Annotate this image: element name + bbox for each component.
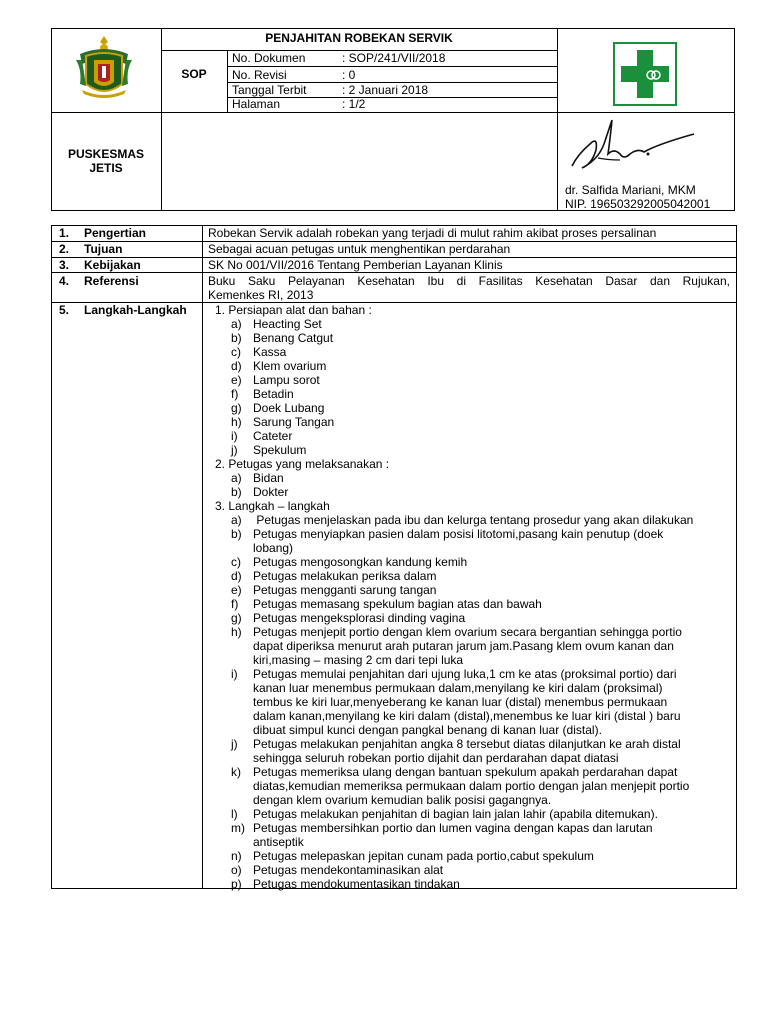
list-item-text: Lampu sorot	[253, 373, 320, 387]
puskesmas-cross-logo	[613, 42, 677, 106]
header-divider	[227, 50, 228, 112]
list-item-text: diatas,kemudian memeriksa permukaan dalam portio dengan jalan menjepit portio	[253, 779, 690, 793]
list-item	[231, 625, 682, 639]
list-item-text: lobang)	[253, 541, 294, 555]
list-item-text: Benang Catgut	[253, 331, 334, 345]
list-marker: g)	[231, 401, 242, 415]
list-item	[231, 527, 663, 541]
list-item-text: Petugas melakukan penjahitan di bagian lain jalan lahir (apabila ditemukan).	[253, 807, 658, 821]
step-heading-preparation: 1. Persiapan alat dan bahan :	[215, 303, 372, 317]
list-item	[231, 345, 286, 359]
row-number: 5.	[59, 303, 70, 317]
list-item	[231, 835, 304, 849]
list-marker: e)	[231, 583, 242, 597]
list-item	[231, 667, 677, 681]
list-item-text: Petugas mengeksplorasi dinding vagina	[253, 611, 466, 625]
list-item	[231, 611, 465, 625]
list-item	[231, 513, 693, 527]
list-item-text: kanan luar menembus permukaan dalam,menyilang ke kiri dalam (proksimal)	[253, 681, 663, 695]
meta-value-issue-date: : 2 Januari 2018	[342, 83, 429, 97]
list-item	[231, 723, 602, 737]
list-marker: b)	[231, 331, 242, 345]
list-marker: f)	[231, 597, 239, 611]
list-item	[231, 681, 663, 695]
list-item-text: Petugas melakukan periksa dalam	[253, 569, 437, 583]
list-marker: p)	[231, 877, 242, 891]
row-number: 1.	[59, 226, 70, 240]
list-marker: i)	[231, 667, 238, 681]
list-marker: d)	[231, 359, 242, 373]
list-marker: a)	[231, 513, 242, 527]
meta-label-doc-no: No. Dokumen	[232, 51, 306, 65]
list-marker: i)	[231, 429, 238, 443]
row-label-objective: Tujuan	[84, 242, 123, 256]
list-item-text: kiri,masing – masing 2 cm dari tepi luka	[253, 653, 464, 667]
list-item	[231, 583, 436, 597]
list-item	[231, 793, 551, 807]
city-emblem-logo	[72, 34, 136, 102]
document-title: PENJAHITAN ROBEKAN SERVIK	[265, 31, 453, 45]
list-item	[231, 359, 326, 373]
list-item	[231, 765, 677, 779]
list-item-text: Petugas mendekontaminasikan alat	[253, 863, 444, 877]
list-item-text: Bidan	[253, 471, 284, 485]
list-item-text: Petugas memasang spekulum bagian atas dan bawah	[253, 597, 542, 611]
list-item	[231, 821, 653, 835]
list-item	[231, 373, 320, 387]
step-heading-procedure: 3. Langkah – langkah	[215, 499, 330, 513]
list-item-text: Petugas melepaskan jepitan cunam pada portio,cabut spekulum	[253, 849, 594, 863]
policy-text: SK No 001/VII/2016 Tentang Pemberian Layanan Klinis	[208, 258, 503, 272]
list-item	[231, 541, 293, 555]
list-item	[231, 639, 674, 653]
list-marker: j)	[231, 737, 238, 751]
list-marker: l)	[231, 807, 238, 821]
list-item-text: Petugas mendokumentasikan tindakan	[253, 877, 460, 891]
list-marker: k)	[231, 765, 241, 779]
list-item	[231, 471, 284, 485]
list-marker: e)	[231, 373, 242, 387]
sop-label: SOP	[181, 67, 207, 81]
row-label-steps: Langkah-Langkah	[84, 303, 187, 317]
list-item-text: Petugas memulai penjahitan dari ujung luka,1 cm ke atas (proksimal portio) dari	[253, 667, 677, 681]
list-marker: h)	[231, 625, 242, 639]
list-marker: n)	[231, 849, 242, 863]
list-item	[231, 387, 294, 401]
list-item-text: sehingga seluruh robekan portio dijahit dan perdarahan dapat diatasi	[253, 751, 619, 765]
list-item-text: Petugas memeriksa ulang dengan bantuan spekulum apakah perdarahan dapat	[253, 765, 678, 779]
row-label-definition: Pengertian	[84, 226, 147, 240]
list-item	[231, 443, 306, 457]
list-item-text: Petugas melakukan penjahitan angka 8 tersebut diatas dilanjutkan ke arah distal	[253, 737, 681, 751]
list-item-text: tembus ke kiri luar,menyeberang ke kanan luar (distal) menembus permukaan	[253, 695, 668, 709]
list-item	[231, 807, 658, 821]
meta-label-revision: No. Revisi	[232, 68, 287, 82]
list-marker: j)	[231, 443, 238, 457]
org-name-line2: JETIS	[89, 161, 123, 175]
list-marker: g)	[231, 611, 242, 625]
list-item-text: Spekulum	[253, 443, 307, 457]
list-marker: c)	[231, 555, 241, 569]
meta-value-revision: : 0	[342, 68, 356, 82]
list-item-text: dapat diperiksa menurut arah putaran jarum jam.Pasang klem ovum kanan dan	[253, 639, 674, 653]
list-marker: m)	[231, 821, 245, 835]
list-marker: b)	[231, 527, 242, 541]
list-item-text: Petugas membersihkan portio dan lumen vagina dengan kapas dan larutan	[253, 821, 653, 835]
list-item	[231, 877, 460, 891]
list-item	[231, 331, 333, 345]
list-item	[231, 695, 667, 709]
list-item	[231, 737, 681, 751]
header-divider	[51, 112, 735, 113]
list-item-text: Doek Lubang	[253, 401, 325, 415]
table-divider	[202, 225, 203, 889]
list-marker: a)	[231, 317, 242, 331]
definition-text: Robekan Servik adalah robekan yang terjadi di mulut rahim akibat proses persalinan	[208, 226, 657, 240]
meta-value-doc-no: : SOP/241/VII/2018	[342, 51, 446, 65]
list-item-text: Dokter	[253, 485, 289, 499]
list-item-text: dalam kanan,menyilang ke kiri dalam (distal),menembus ke luar kiri (distal ) baru	[253, 709, 681, 723]
list-item-text: Petugas menjepit portio dengan klem ovarium secara bergantian sehingga portio	[253, 625, 682, 639]
meta-label-issue-date: Tanggal Terbit	[232, 83, 307, 97]
list-item	[231, 709, 681, 723]
list-item	[231, 779, 689, 793]
list-item	[231, 415, 334, 429]
list-marker: f)	[231, 387, 239, 401]
list-item-text: Petugas menjelaskan pada ibu dan kelurga tentang prosedur yang akan dilakukan	[253, 513, 694, 527]
objective-text: Sebagai acuan petugas untuk menghentikan perdarahan	[208, 242, 511, 256]
list-item-text: Sarung Tangan	[253, 415, 335, 429]
list-item-text: Heacting Set	[253, 317, 322, 331]
list-item	[231, 555, 467, 569]
table-divider	[51, 272, 737, 273]
list-item	[231, 863, 443, 877]
list-item	[231, 751, 619, 765]
list-marker: o)	[231, 863, 242, 877]
row-label-reference: Referensi	[84, 274, 139, 288]
list-item-text: dengan klem ovarium kemudian balik posisi gagangnya.	[253, 793, 552, 807]
header-divider	[227, 66, 557, 67]
row-number: 4.	[59, 274, 70, 288]
list-item-text: Petugas mengganti sarung tangan	[253, 583, 437, 597]
list-item	[231, 401, 324, 415]
meta-label-page: Halaman	[232, 97, 281, 111]
list-item-text: Cateter	[253, 429, 293, 443]
list-item-text: Petugas mengosongkan kandung kemih	[253, 555, 468, 569]
list-item	[231, 569, 436, 583]
row-number: 2.	[59, 242, 70, 256]
list-item-text: Kassa	[253, 345, 287, 359]
reference-text: Kemenkes RI, 2013	[208, 288, 314, 302]
header-divider	[161, 28, 162, 211]
list-item-text: dibuat simpul kunci dengan pangkal benang di kanan luar (distal).	[253, 723, 602, 737]
handwritten-signature	[568, 114, 698, 178]
list-item	[231, 317, 322, 331]
list-marker: d)	[231, 569, 242, 583]
list-marker: c)	[231, 345, 241, 359]
step-heading-personnel: 2. Petugas yang melaksanakan :	[215, 457, 390, 471]
list-item	[231, 485, 288, 499]
list-item-text: antiseptik	[253, 835, 304, 849]
list-item-text: Petugas menyiapkan pasien dalam posisi litotomi,pasang kain penutup (doek	[253, 527, 664, 541]
list-item-text: Betadin	[253, 387, 294, 401]
list-marker: h)	[231, 415, 242, 429]
header-divider	[557, 28, 558, 211]
list-item	[231, 429, 292, 443]
row-number: 3.	[59, 258, 70, 272]
list-item-text: Klem ovarium	[253, 359, 327, 373]
org-name-line1: PUSKESMAS	[67, 147, 144, 161]
list-item	[231, 849, 594, 863]
signer-nip: NIP. 196503292005042001	[565, 197, 711, 211]
signer-name: dr. Salfida Mariani, MKM	[565, 183, 696, 197]
meta-value-page: : 1/2	[342, 97, 366, 111]
reference-text: Buku Saku Pelayanan Kesehatan Ibu di Fasilitas Kesehatan Dasar dan Rujukan,	[208, 274, 730, 288]
list-item	[231, 653, 463, 667]
list-item	[231, 597, 542, 611]
list-marker: a)	[231, 471, 242, 485]
row-label-policy: Kebijakan	[84, 258, 141, 272]
list-marker: b)	[231, 485, 242, 499]
